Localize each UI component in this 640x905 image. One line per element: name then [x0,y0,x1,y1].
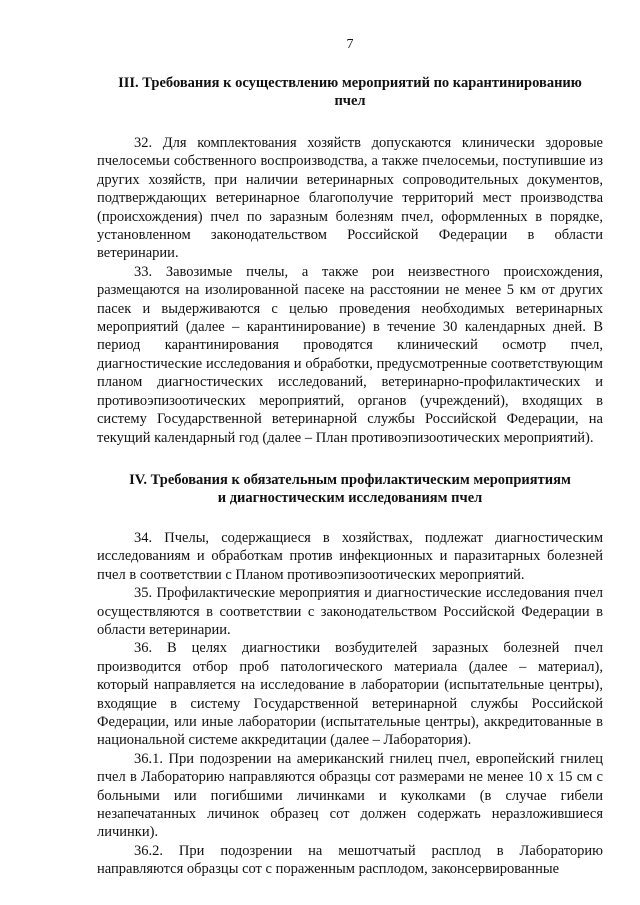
section-4-title [97,471,603,507]
paragraph-36: 36. В целях диагностики возбудителей заразных болезней пчел производится отбор проб патологического материала (далее – материал), который направляется на исследование в лаборатории (испытательные центры), входящие в систему Государственной ветеринарной службы Российской Федерации, или иные лаборатории (испытательные центры), аккредитованные в национальной системе аккредитации (далее – Лаборатория). [97,640,603,749]
document-page [97,36,603,879]
section-3-title [97,74,603,110]
paragraph-34: 34. Пчелы, содержащиеся в хозяйствах, подлежат диагностическим исследованиям и обработкам против инфекционных и паразитарных болезней пчел в соответствии с Планом противоэпизоотических мероприятий. [97,529,603,583]
page-number: 7 [346,37,354,52]
section-4-title-line-1: IV. Требования к обязательным профилактическим мероприятиям [129,471,571,488]
paragraph-35: 35. Профилактические мероприятия и диагностические исследования пчел осуществляются в соответствии с законодательством Российской Федерации в области ветеринарии. [97,585,603,638]
section-3-title-line-2: пчел [334,93,366,109]
paragraph-33: 33. Завозимые пчелы, а также рои неизвестного происхождения, размещаются на изолированной пасеке на расстоянии не менее 5 км от других пасек и выдерживаются с целью проведения необходимых ветеринарных мероприятий (далее – карантинирование) в течение 30 календарных дней. В период карантинирования проводятся клинический осмотр пчел, диагностические исследования и обработки, предусмотренные соответствующим планом диагностических исследований, ветеринарно-профилактических и противоэпизоотических мероприятий, органов (учреждений), входящих в систему Государственной ветеринарной службы Российской Федерации, на текущий календарный год (далее – План противоэпизоотических мероприятий). [97,263,603,446]
paragraph-36-2: 36.2. При подозрении на мешотчатый расплод в Лабораторию направляются образцы сот с пораженным расплодом, законсервированные [97,842,603,878]
paragraph-32: 32. Для комплектования хозяйств допускаются клинически здоровые пчелосемьи собственного воспроизводства, а также пчелосемьи, поступившие из других хозяйств, при наличии ветеринарных сопроводительных документов, подтверждающих ветеринарное благополучие территорий мест производства (происхождения) пчел по заразным болезням пчел, оформленных в порядке, установленном законодательством Российской Федерации в области ветеринарии. [97,135,603,262]
section-4-title-line-2: и диагностическим исследованиям пчел [217,489,483,506]
paragraph-36-1: 36.1. При подозрении на американский гнилец пчел, европейский гнилец пчел в Лабораторию направляются образцы сот размерами не менее 10 х 15 см с больными или погибшими личинками и куколками (в случае гибели незапечатанных личинок образец сот должен содержать неразложившиеся личинки). [97,750,603,841]
section-3-title-line-1: III. Требования к осуществлению мероприятий по карантинированию [118,75,582,91]
